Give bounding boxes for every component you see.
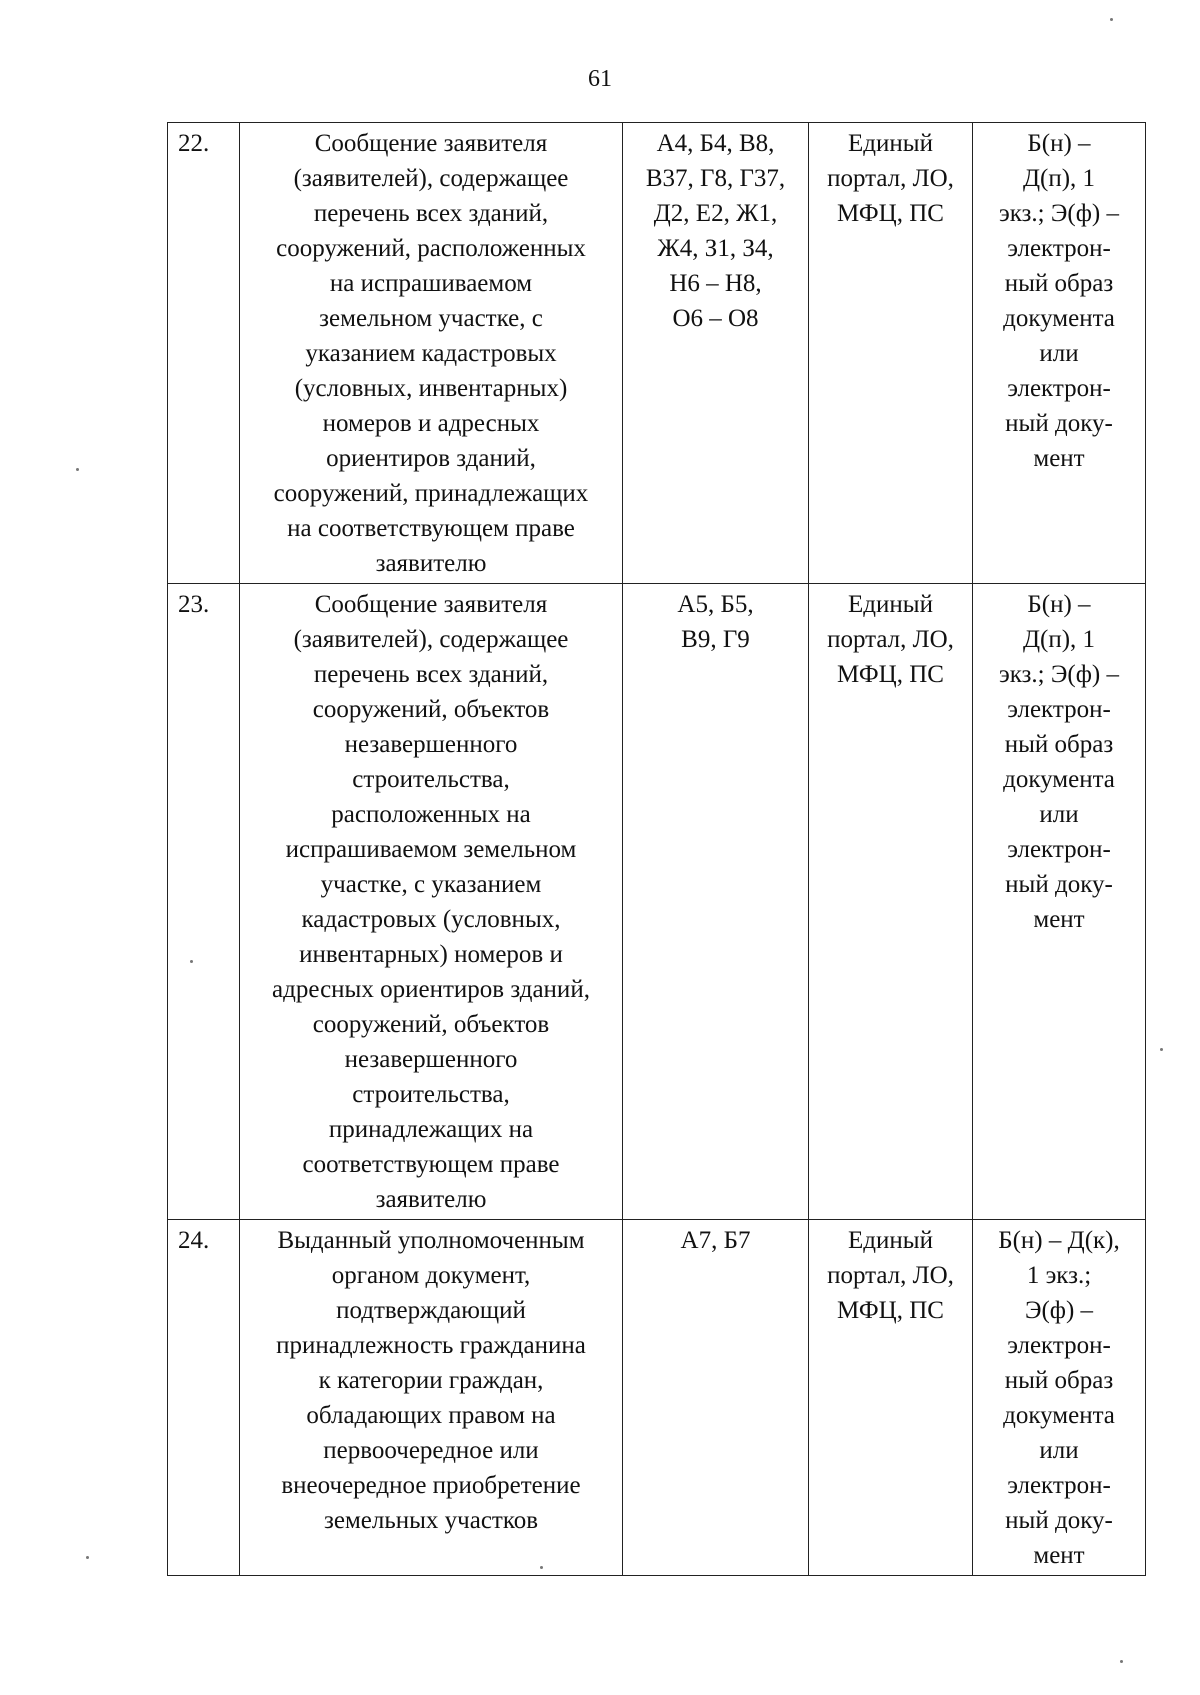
document-name: Выданный уполномоченным органом документ, подтверждающий принадлежность гражданина к категории граждан, обладающих правом на первоочередное или внеочередное приобретение земельных участков xyxy=(240,1220,623,1576)
document-name: Сообщение заявителя (заявителей), содержащее перечень всех зданий, сооружений, расположенных на испрашиваемом земельном участке, с указанием кадастровых (условных, инвентарных) номеров и адресных ориентиров зданий, сооружений, принадлежащих на соответствующем праве заявителю xyxy=(240,123,623,584)
row-number: 22. xyxy=(168,123,240,584)
row-number: 23. xyxy=(168,584,240,1220)
document-form: Б(н) – Д(к), 1 экз.; Э(ф) – электрон- ный образ документа или электрон- ный доку- мент xyxy=(973,1220,1146,1576)
submission-method: Единый портал, ЛО, МФЦ, ПС xyxy=(809,123,973,584)
scan-speck xyxy=(76,468,79,471)
submission-method: Единый портал, ЛО, МФЦ, ПС xyxy=(809,1220,973,1576)
table-row xyxy=(168,123,1146,584)
scan-speck xyxy=(540,1566,543,1569)
table-row xyxy=(168,1220,1146,1576)
document-form: Б(н) – Д(п), 1 экз.; Э(ф) – электрон- ный образ документа или электрон- ный доку- мент xyxy=(973,584,1146,1220)
documents-table xyxy=(167,122,1146,1576)
document-form: Б(н) – Д(п), 1 экз.; Э(ф) – электрон- ный образ документа или электрон- ный доку- мент xyxy=(973,123,1146,584)
scan-speck xyxy=(190,960,193,963)
scan-speck xyxy=(1120,1660,1123,1663)
scan-speck xyxy=(1110,18,1113,21)
applicant-categories: А5, Б5, В9, Г9 xyxy=(623,584,809,1220)
row-number: 24. xyxy=(168,1220,240,1576)
scan-speck xyxy=(1160,1048,1163,1051)
scan-speck xyxy=(86,1556,89,1559)
applicant-categories: А4, Б4, В8, В37, Г8, Г37, Д2, Е2, Ж1, Ж4, З1, З4, Н6 – Н8, О6 – О8 xyxy=(623,123,809,584)
page-number: 61 xyxy=(588,66,612,92)
document-name: Сообщение заявителя (заявителей), содержащее перечень всех зданий, сооружений, объектов незавершенного строительства, расположенных на испрашиваемом земельном участке, с указанием кадастровых (условных, инвентарных) номеров и адресных ориентиров зданий, сооружений, объектов незавершенного строительства, принадлежащих на соответствующем праве заявителю xyxy=(240,584,623,1220)
submission-method: Единый портал, ЛО, МФЦ, ПС xyxy=(809,584,973,1220)
table-row xyxy=(168,584,1146,1220)
applicant-categories: А7, Б7 xyxy=(623,1220,809,1576)
